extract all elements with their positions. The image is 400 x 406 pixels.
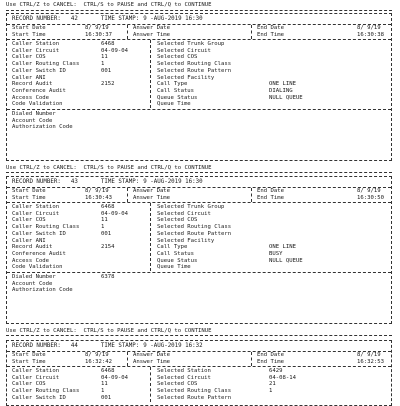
section-divider	[7, 366, 391, 367]
end-time-label: End Time	[257, 195, 284, 201]
end-date-value: 8/ 9/19	[357, 188, 381, 194]
field-value: 1	[101, 388, 105, 395]
field-label: Selected COS	[157, 54, 198, 61]
start-time-label: Start Time	[12, 195, 46, 201]
end-time-value: 16:30:50	[357, 195, 384, 201]
end-date-label: End Date	[257, 25, 284, 31]
time-stamp-value: 9 -AUG-2019 16:30	[143, 179, 203, 185]
field-value: 001	[101, 394, 112, 401]
field-value: 04-09-04	[101, 374, 128, 381]
time-stamp-label: TIME STAMP:	[100, 179, 140, 185]
field-label: Selected Station	[157, 368, 211, 374]
field-label: Selected Route Pattern	[157, 230, 232, 237]
field-label: Caller Switch ID	[12, 67, 66, 74]
field-value: 6468	[101, 368, 115, 374]
start-date-value: 8/ 9/19	[85, 188, 109, 194]
column-divider	[150, 203, 151, 271]
field-label: Caller COS	[12, 217, 46, 224]
control-instructions: Use CTRL/Z to CANCEL: CTRL/S to PAUSE and CTRL/Q to CONTINUE	[6, 328, 212, 334]
field-label: Caller COS	[12, 54, 46, 61]
start-time-label: Start Time	[12, 359, 46, 365]
field-value: 2152	[101, 81, 115, 88]
field-label: Selected Circuit	[157, 47, 211, 54]
field-label: Record Audit	[12, 81, 53, 88]
time-stamp-label: TIME STAMP:	[100, 343, 140, 349]
field-value: NULL QUEUE	[269, 94, 303, 101]
end-time-value: 16:32:53	[357, 359, 384, 365]
dialed-section	[7, 274, 391, 295]
field-label: Caller Circuit	[12, 374, 60, 381]
field-label: Queue Status	[157, 94, 198, 101]
record-number-value: 43	[70, 179, 78, 185]
field-value: NULL QUEUE	[269, 257, 303, 264]
start-time-value: 16:32:42	[85, 359, 112, 365]
field-value: DIALING	[269, 87, 293, 94]
field-value: 6468	[101, 204, 115, 210]
field-label: Conference Audit	[12, 250, 66, 257]
start-date-label: Start Date	[12, 188, 46, 194]
field-label: Access Code	[12, 94, 50, 101]
field-grid	[7, 41, 391, 110]
record-number-value: 42	[70, 16, 78, 22]
field-label: Selected Route Pattern	[157, 67, 232, 74]
field-label: Selected COS	[157, 381, 198, 388]
separator	[6, 172, 392, 173]
field-label: Caller Station	[12, 204, 60, 210]
date-time-section	[7, 352, 391, 366]
record-number-label: RECORD NUMBER:	[12, 343, 61, 349]
field-value: 11	[101, 54, 108, 61]
control-instructions: Use CTRL/Z to CANCEL: CTRL/S to PAUSE and CTRL/Q to CONTINUE	[6, 2, 212, 8]
footer-label: Account Code	[12, 280, 53, 287]
column-divider	[150, 367, 151, 402]
column-divider	[251, 188, 252, 202]
field-label: Call Type	[157, 81, 188, 88]
separator	[6, 10, 392, 11]
field-label: Selected Routing Class	[157, 61, 232, 68]
field-value: 2154	[101, 244, 115, 251]
field-value: 6468	[101, 41, 115, 47]
end-date-value: 8/ 9/19	[357, 352, 381, 358]
start-date-value: 8/ 9/19	[85, 25, 109, 31]
column-divider	[127, 188, 128, 202]
footer-label: Dialed Number	[12, 274, 56, 280]
record-number-value: 44	[70, 343, 78, 349]
footer-label: Authorization Code	[12, 287, 73, 294]
call-record	[6, 13, 392, 161]
field-grid	[7, 368, 391, 404]
field-label: Caller Station	[12, 368, 60, 374]
dialed-section	[7, 111, 391, 132]
field-label: Caller Circuit	[12, 47, 60, 54]
end-time-value: 16:30:38	[357, 32, 384, 38]
field-label: Caller Routing Class	[12, 388, 80, 395]
record-header	[7, 14, 391, 24]
start-time-value: 16:30:37	[85, 32, 112, 38]
field-value: 1	[101, 61, 105, 68]
field-label: Call Status	[157, 250, 195, 257]
answer-date-label: Answer Date	[133, 352, 171, 358]
field-value: 11	[101, 381, 108, 388]
section-divider	[7, 39, 391, 40]
record-number-label: RECORD NUMBER:	[12, 16, 61, 22]
time-stamp-label: TIME STAMP:	[100, 16, 140, 22]
field-label: Selected Facility	[157, 237, 215, 244]
column-divider	[150, 40, 151, 108]
field-value: ONE LINE	[269, 244, 296, 251]
field-value: 1	[101, 224, 105, 231]
field-value: 001	[101, 230, 112, 237]
start-date-label: Start Date	[12, 352, 46, 358]
column-divider	[251, 25, 252, 39]
field-value: 001	[101, 67, 112, 74]
section-divider	[7, 202, 391, 203]
separator	[6, 335, 392, 336]
time-stamp-value: 9 -AUG-2019 16:30	[143, 16, 203, 22]
field-value: 21	[269, 381, 276, 388]
field-label: Selected Routing Class	[157, 224, 232, 231]
answer-time-label: Answer Time	[133, 195, 171, 201]
footer-label: Account Code	[12, 117, 53, 124]
field-label: Queue Time	[157, 264, 191, 271]
field-label: Code Validation	[12, 264, 63, 271]
record-header	[7, 177, 391, 187]
field-label: Selected Route Pattern	[157, 394, 232, 401]
field-label: Call Status	[157, 87, 195, 94]
end-time-label: End Time	[257, 32, 284, 38]
field-grid	[7, 204, 391, 273]
start-date-label: Start Date	[12, 25, 46, 31]
field-value: 04-09-04	[101, 47, 128, 54]
field-value: 11	[101, 217, 108, 224]
field-label: Access Code	[12, 257, 50, 264]
field-label: Selected Facility	[157, 74, 215, 81]
section-divider	[7, 272, 391, 273]
footer-value: 6378	[101, 274, 115, 280]
field-label: Selected Routing Class	[157, 388, 232, 395]
field-label: Queue Status	[157, 257, 198, 264]
column-divider	[127, 25, 128, 39]
field-label: Caller Station	[12, 41, 60, 47]
field-label: Caller Switch ID	[12, 230, 66, 237]
field-value: BUSY	[269, 250, 283, 257]
field-value: 6429	[269, 368, 283, 374]
answer-date-label: Answer Date	[133, 188, 171, 194]
end-date-label: End Date	[257, 352, 284, 358]
column-divider	[251, 352, 252, 366]
end-time-label: End Time	[257, 359, 284, 365]
field-value: 04-09-04	[101, 210, 128, 217]
start-date-value: 8/ 9/19	[85, 352, 109, 358]
field-label: Code Validation	[12, 101, 63, 108]
field-label: Caller ANI	[12, 74, 46, 81]
field-label: Queue Time	[157, 101, 191, 108]
field-label: Selected Circuit	[157, 210, 211, 217]
time-stamp-value: 9 -AUG-2019 16:32	[143, 343, 203, 349]
answer-time-label: Answer Time	[133, 32, 171, 38]
footer-label: Authorization Code	[12, 124, 73, 131]
answer-time-label: Answer Time	[133, 359, 171, 365]
field-label: Record Audit	[12, 244, 53, 251]
control-instructions: Use CTRL/Z to CANCEL: CTRL/S to PAUSE and CTRL/Q to CONTINUE	[6, 165, 212, 171]
record-header	[7, 341, 391, 351]
field-label: Call Type	[157, 244, 188, 251]
answer-date-label: Answer Date	[133, 25, 171, 31]
field-label: Selected Trunk Group	[157, 204, 225, 210]
field-value: 1	[269, 388, 273, 395]
field-label: Caller Circuit	[12, 210, 60, 217]
field-label: Selected Circuit	[157, 374, 211, 381]
date-time-section	[7, 25, 391, 39]
section-divider	[7, 109, 391, 110]
field-value: 04-08-14	[269, 374, 296, 381]
field-label: Caller Routing Class	[12, 61, 80, 68]
end-date-value: 8/ 9/19	[357, 25, 381, 31]
field-label: Selected COS	[157, 217, 198, 224]
field-label: Caller ANI	[12, 237, 46, 244]
date-time-section	[7, 188, 391, 202]
start-time-label: Start Time	[12, 32, 46, 38]
field-label: Conference Audit	[12, 87, 66, 94]
field-label: Caller COS	[12, 381, 46, 388]
call-record	[6, 340, 392, 406]
footer-label: Dialed Number	[12, 111, 56, 117]
start-time-value: 16:30:43	[85, 195, 112, 201]
record-number-label: RECORD NUMBER:	[12, 179, 61, 185]
call-record	[6, 176, 392, 324]
field-label: Caller Switch ID	[12, 394, 66, 401]
end-date-label: End Date	[257, 188, 284, 194]
field-label: Caller Routing Class	[12, 224, 80, 231]
field-value: ONE LINE	[269, 81, 296, 88]
column-divider	[127, 352, 128, 366]
field-label: Selected Trunk Group	[157, 41, 225, 47]
